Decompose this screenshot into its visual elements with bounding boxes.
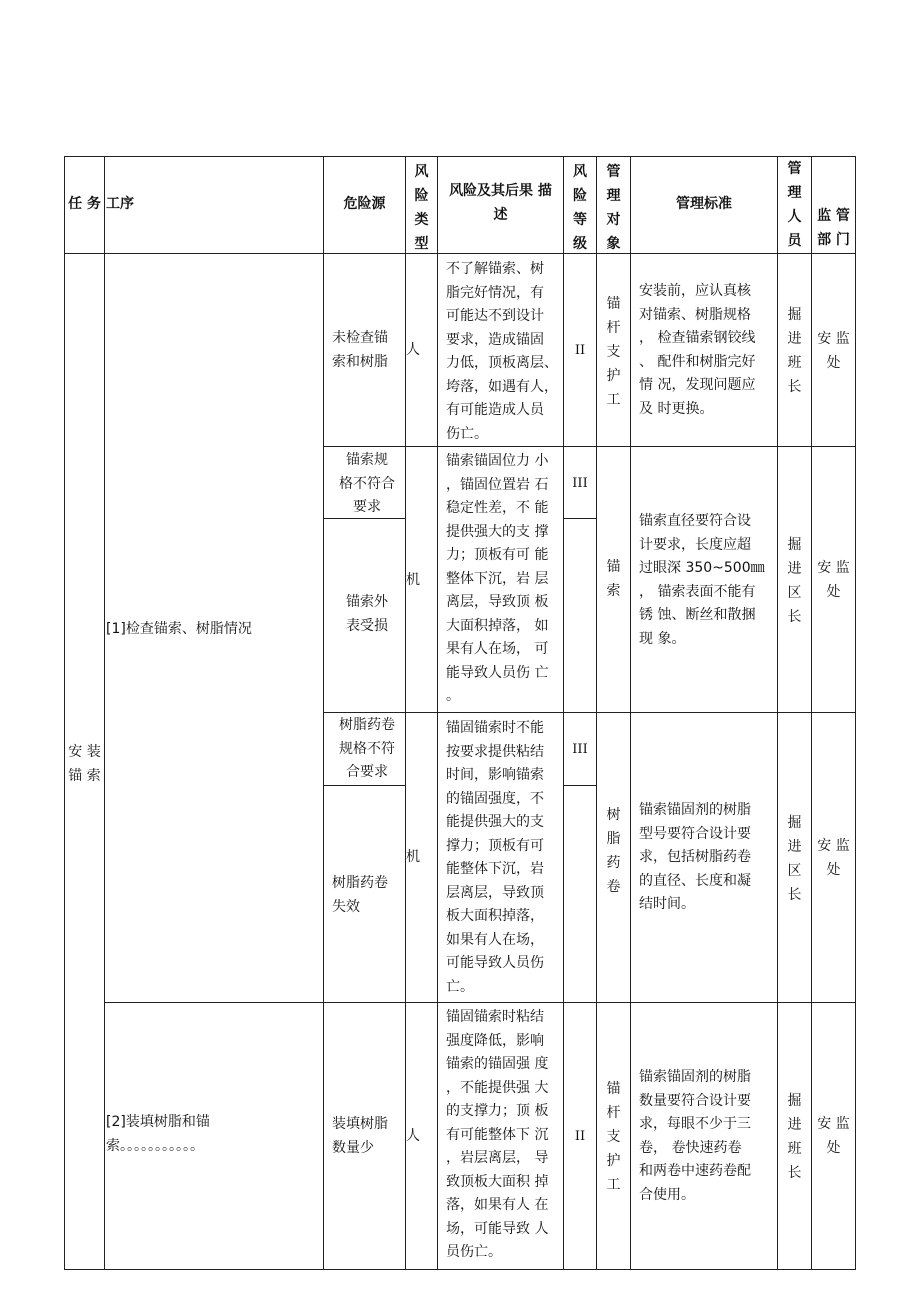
row1-dept: 安 监 处 [817, 331, 850, 371]
row3-dept: 安 监 处 [817, 838, 850, 878]
grid-line [323, 156, 324, 1270]
row2-person: 掘 进 区 长 [787, 537, 802, 625]
row3-standard: 锚索锚固剂的树脂 型号要符合设计要 求，包括树脂药卷 的直径、长度和凝 结时间。 [639, 802, 751, 912]
header-supervise-dept: 监 管 部 门 [817, 208, 850, 248]
row2-standard: 锚索直径要符合设 计要求，长度应超 过眼深 350~500㎜ ， 锚索表面不能有 锈 蚀、断丝和散捆 现 象。 [639, 513, 765, 647]
header-mgmt-person: 管 理 人 员 [787, 161, 802, 249]
grid-line [64, 253, 856, 254]
row2-hazard-b: 锚索外 表受损 [346, 594, 388, 634]
row2-hazard-a: 锚索规 格不符合 要求 [339, 452, 395, 515]
header-step: 工序 [106, 196, 134, 213]
row2-consequence: 锚索锚固位力 小 ，锚固位置岩 石 稳定性差，不 能 提供强大的支 撑 力；顶板有可 能 整体下沉，岩 层 离层，导致顶 板 大面积掉落， 如 果有人在场， 可 能导致人员伤 亡 。 [446, 453, 549, 704]
row4-object: 锚 杆 支 护 工 [606, 1081, 621, 1193]
row3-consequence: 锚固锚索时不能 按要求提供粘结 时间，影响锚索 的锚固强度，不 能提供强大的支 撑力；顶板有可 能整体下沉，岩 层离层，导致顶 板大面积掉落， 如果有人在场， 可能导致人员伤 亡。 [446, 720, 544, 995]
row3-hazard-b: 树脂药卷 失效 [332, 875, 388, 915]
header-risk-level: 风 险 等 级 [573, 164, 587, 252]
row2-risk-type: 机 [406, 572, 420, 588]
grid-line [323, 712, 856, 713]
grid-line [811, 156, 812, 1270]
row2-object: 锚 索 [606, 559, 621, 599]
row3-person: 掘 进 区 长 [787, 815, 802, 903]
row4-standard: 锚索锚固剂的树脂 数量要符合设计要 求，每眼不少于三 卷， 卷快速药卷 和两卷中速药卷配 合使用。 [639, 1069, 751, 1203]
row1-consequence: 不了解锚索、树 脂完好情况，有 可能达不到设计 要求，造成锚固 力低，顶板离层、 垮落，如遇有人， 有可能造成人员 伤亡。 [446, 261, 558, 442]
row3-object: 树 脂 药 卷 [606, 807, 621, 895]
row1-risk-type: 人 [406, 342, 420, 358]
row4-risk-type: 人 [406, 1128, 420, 1144]
header-hazard: 危险源 [343, 196, 386, 213]
row1-person: 掘 进 班 长 [787, 307, 802, 395]
row4-consequence: 锚固锚索时粘结 强度降低，影响 锚索的锚固强 度 ，不能提供强 大 的支撑力；顶 板 有可能整体下 沉 ，岩层离层， 导 致顶板大面积 掉 落，如果有人 在 场，可能导致 人 员伤亡。 [446, 1009, 549, 1260]
row3-risk-level: III [572, 742, 588, 757]
task-name: 安 装 锚 索 [68, 744, 101, 784]
row3-hazard-a: 树脂药卷 规格不符 合要求 [339, 717, 395, 780]
row1-object: 锚 杆 支 护 工 [606, 296, 621, 408]
grid-line [437, 156, 438, 1270]
row1-standard: 安装前，应认真核 对锚索、树脂规格 ， 检查锚索钢铰线 、 配件和树脂完好 情 况，发现问题应 及 时更换。 [639, 283, 756, 417]
row1-risk-level: II [574, 343, 586, 358]
step-1-label: [1]检查锚索、树脂情况 [106, 621, 252, 637]
header-mgmt-object: 管 理 对 象 [606, 164, 621, 252]
grid-line [104, 1002, 856, 1003]
grid-line [630, 156, 631, 1270]
grid-line [64, 1269, 856, 1270]
header-consequence: 风险及其后果 描 述 [449, 183, 552, 223]
header-risk-type: 风 险 类 型 [414, 164, 429, 252]
grid-line [563, 518, 596, 519]
grid-line [855, 156, 856, 1270]
row2-dept: 安 监 处 [817, 560, 850, 600]
row4-risk-level: II [574, 1129, 586, 1144]
row3-risk-type: 机 [406, 849, 420, 865]
grid-line [323, 446, 856, 447]
row1-hazard: 未检查锚 索和树脂 [332, 330, 388, 370]
grid-line [64, 156, 65, 1270]
grid-line [563, 156, 564, 1270]
grid-line [405, 156, 406, 1270]
header-mgmt-standard: 管理标准 [676, 196, 732, 213]
row4-dept: 安 监 处 [817, 1116, 850, 1156]
row2-risk-level: III [572, 476, 588, 491]
grid-line [104, 156, 105, 1270]
grid-line [563, 785, 596, 786]
step-2-label: [2]装填树脂和锚 索。。。。。。。。。。。 [106, 1114, 210, 1154]
header-task: 任 务 [68, 196, 101, 213]
row4-hazard: 装填树脂 数量少 [332, 1116, 388, 1156]
row4-person: 掘 进 班 长 [787, 1093, 802, 1181]
